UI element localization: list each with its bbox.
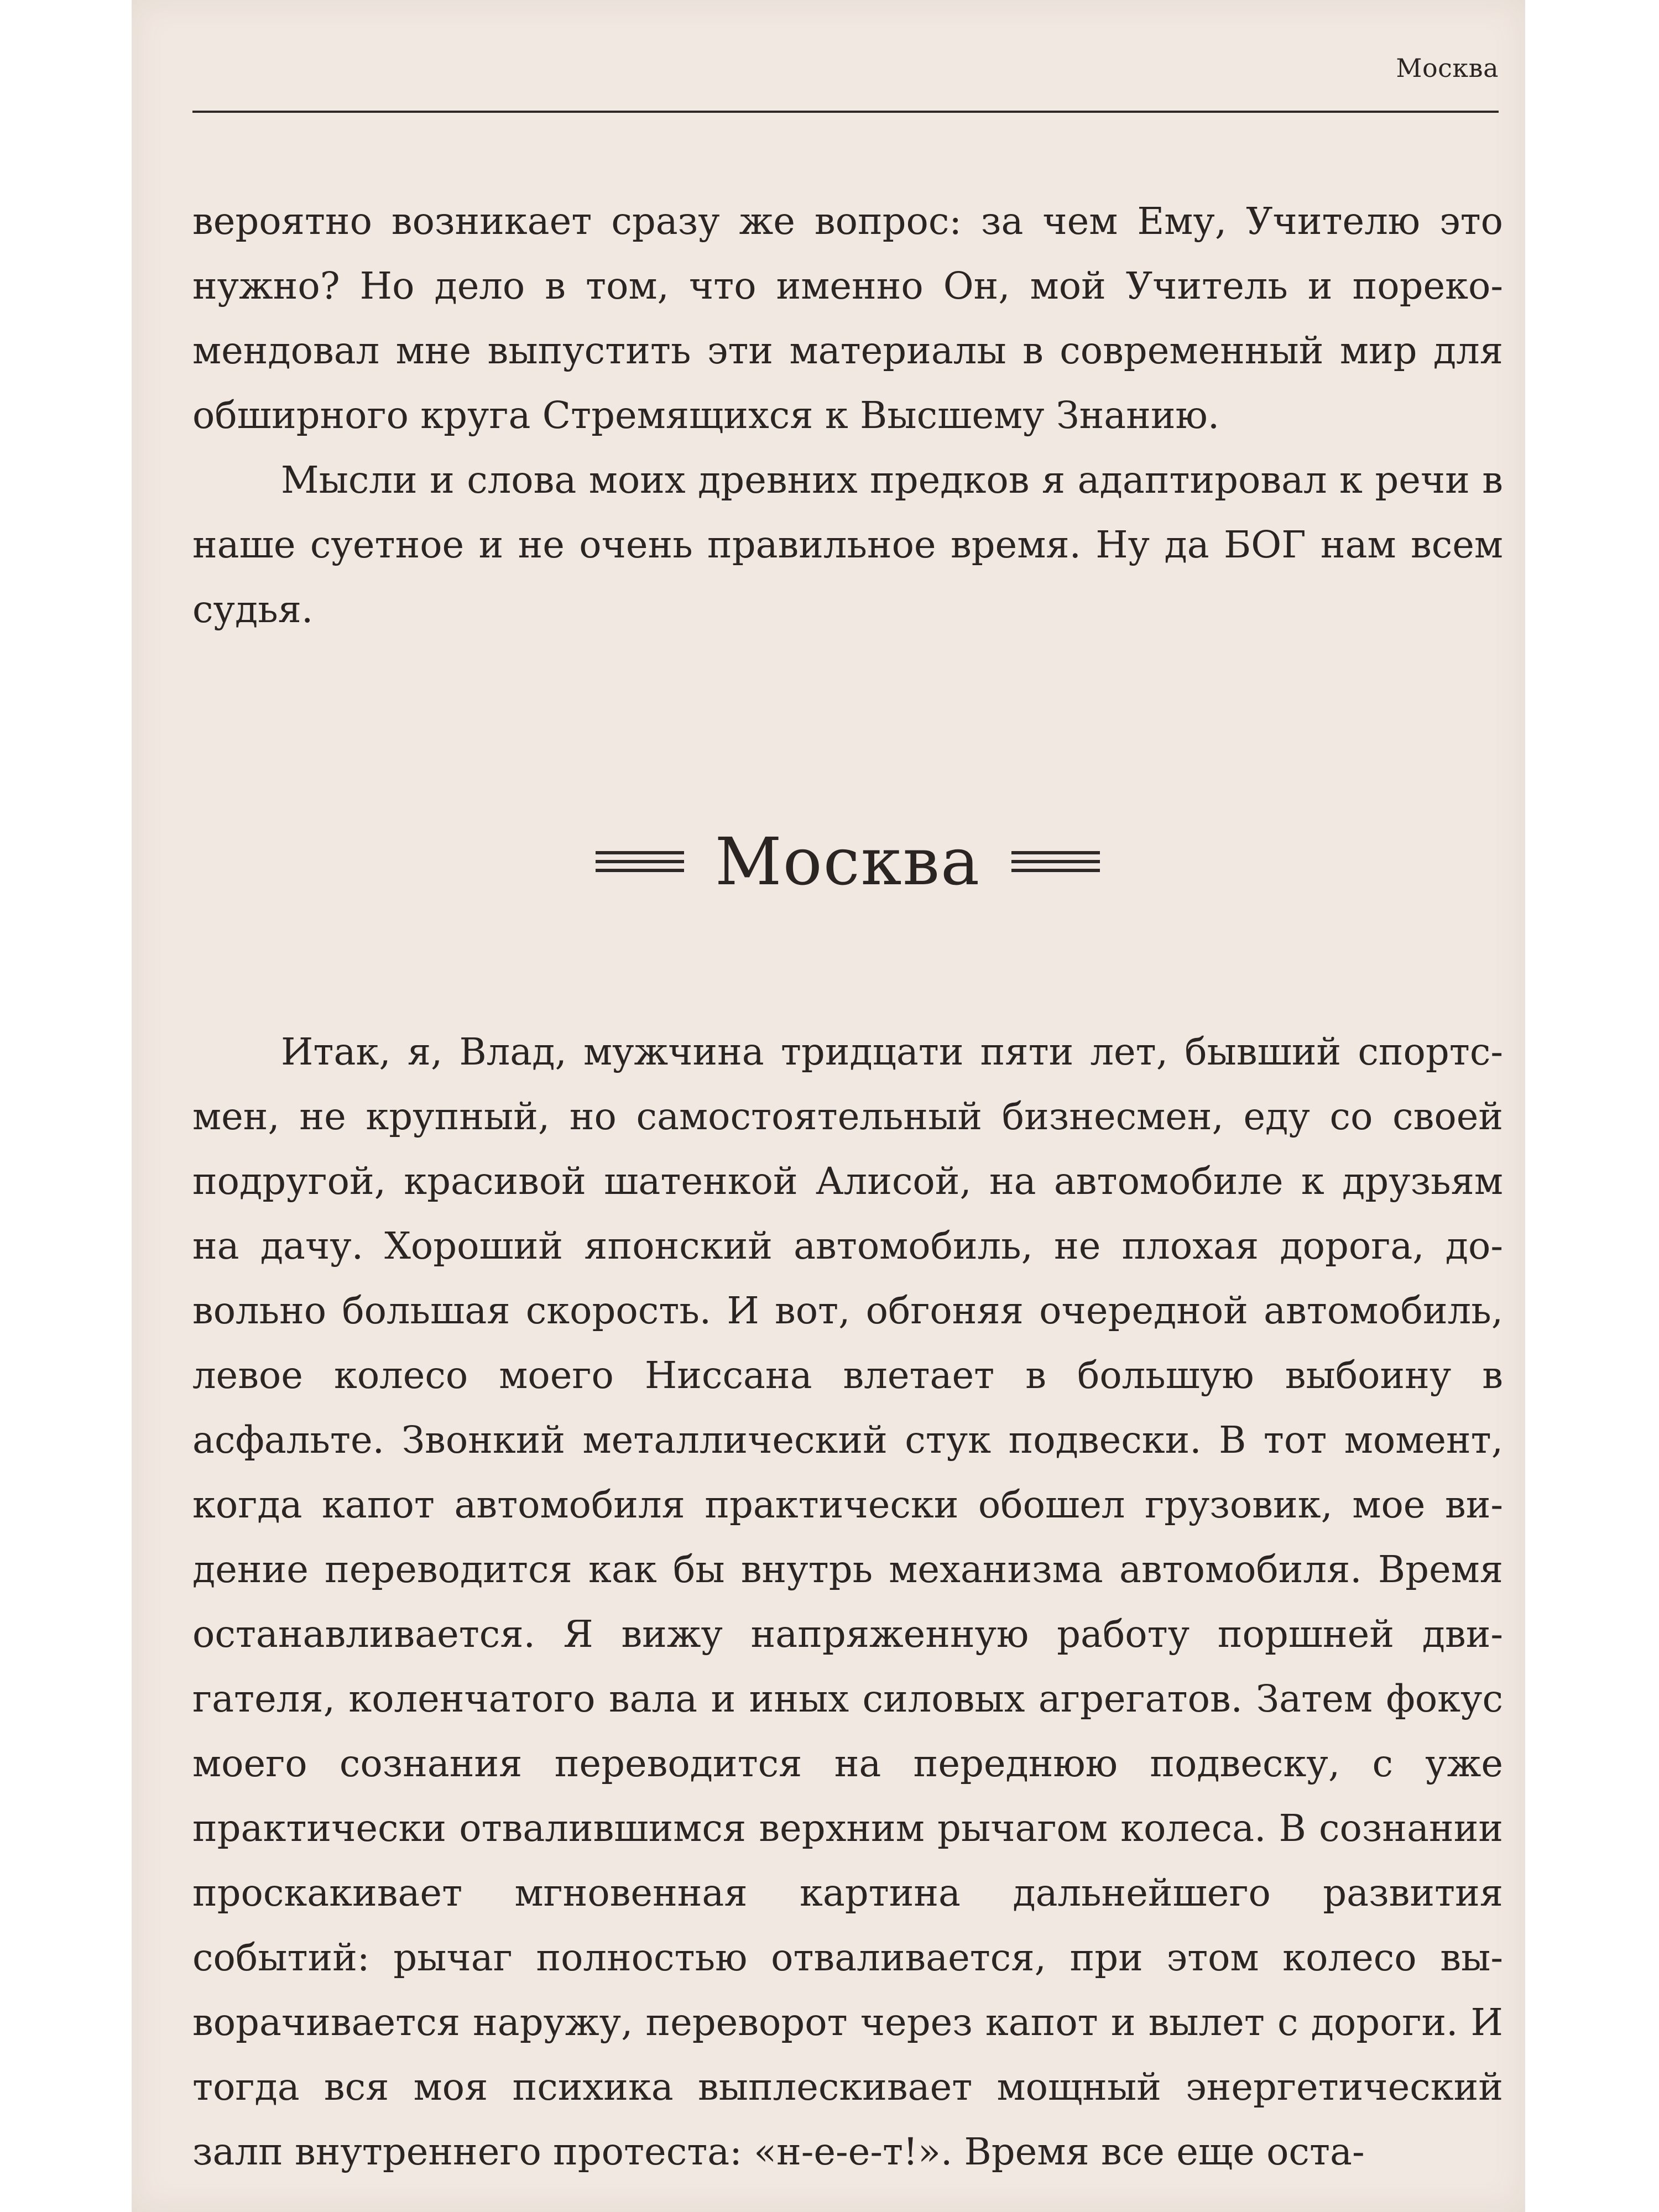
book-page <box>132 0 1525 2212</box>
section-heading <box>192 806 1503 917</box>
right-ornament-icon <box>1011 851 1100 872</box>
paragraph: Итак, я, Влад, мужчина тридцати пяти лет, бывший спортсмен, не крупный, но самостоятельный бизнесмен, еду со своей подругой, красивой шатенкой Алисой, на автомобиле к друзьям на дачу. Хороший японский автомобиль, не плохая дорога, довольно большая скорость. И вот, обгоняя очередной автомобиль, левое колесо моего Ниссана влетает в большую выбоину в асфальте. Звонкий металлический стук подвески. В тот момент, когда капот автомобиля практически обошел грузовик, мое видение переводится как бы внутрь механизма автомобиля. Время останавливается. Я вижу напряженную работу поршней двигателя, коленчатого вала и иных силовых агрегатов. Затем фокус моего сознания переводится на переднюю подвеску, с уже практически отвалившимся верхним рычагом колеса. В сознании проскакивает мгновенная картина дальнейшего развития событий: рычаг полностью отваливается, при этом колесо выворачивается наружу, переворот через капот и вылет с дороги. И тогда вся моя психика выплескивает мощный энергетический залп внутреннего протеста: «н-е-е-т!». Время все еще оста- <box>192 1030 1503 2173</box>
paragraph: Мысли и слова моих древних предков я адаптировал к речи в наше суетное и не очень правильное время. Ну да БОГ нам всем судья. <box>192 458 1503 631</box>
story-text <box>192 1020 1503 2184</box>
intro-text <box>192 189 1503 642</box>
left-ornament-icon <box>596 851 684 872</box>
paragraph-continued: вероятно возникает сразу же вопрос: за чем Ему, Учителю это нужно? Но дело в том, что именно Он, мой Учитель и порекомендовал мне выпустить эти материалы в современный мир для обширного круга Стремящихся к Высшему Знанию. <box>192 200 1503 437</box>
header-rule <box>192 111 1499 113</box>
running-head: Москва <box>1396 53 1499 83</box>
section-title: Москва <box>714 823 981 900</box>
